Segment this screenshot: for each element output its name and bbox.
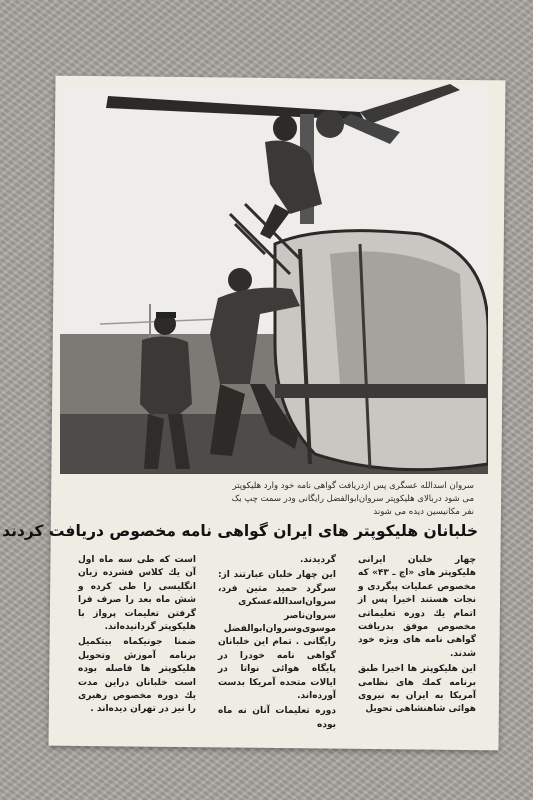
helicopter-photo bbox=[60, 84, 488, 474]
column-right bbox=[358, 554, 476, 719]
column-left bbox=[78, 554, 196, 719]
article-headline: خلبانان هلیکوپتر های ایران گواهی نامه مخصوص دریافت کردند bbox=[2, 522, 478, 540]
helicopter-illustration bbox=[60, 84, 488, 474]
photo-caption bbox=[72, 480, 474, 519]
paragraph: چهار خلبان ایرانی هلیکوپتر های «اچ ـ ۴۳» که مخصوص عملیات پیگردی و نجات هستند اخیرا پس از اتمام یك دوره تعلیماتی مخصوص موفق بدریافت گواهی نامه های ویژه خود شدند. bbox=[358, 555, 477, 659]
paragraph: این چهار خلبان عبارتند از: سرگرد حمید متین فرد، سروان‌اسدالله‌عسکری سروان‌ناصر موسوی‌وسروان‌ابوالفضل رایگانی . تمام این خلبانان گواهی نامه خودرا در پایگاه هوائی نواتا در ایالات متحده آمریکا بدست آورده‌اند. bbox=[218, 570, 336, 702]
caption-line: می شود دربالای هلیکوپتر سروان‌ابوالفضل رایگانی ودر سمت چپ یک bbox=[231, 494, 474, 504]
paragraph: دوره تعلیمات آنان نه ماه بوده bbox=[218, 706, 336, 730]
caption-line: سروان اسدالله عسگری پس ازدریافت گواهی نامه خود وارد هلیکوپتر bbox=[232, 481, 474, 491]
column-middle bbox=[218, 554, 336, 734]
paragraph: این هلیکوپتر ها اخیرا طبق برنامه کمك های نظامی آمریکا به ایران به نیروی هوائی شاهنشاهی تحویل bbox=[358, 664, 476, 715]
paragraph: است که طی سه ماه اول آن یك کلاس فشرده زبان انگلیسی را طی کرده و شش ماه بعد را صرف فرا گرفتن تعلیمات پرواز با هلیکوپتر گردانیده‌اند. bbox=[78, 555, 196, 633]
paragraph: گردیدند. bbox=[299, 555, 336, 565]
caption-line: نفر مکانیسین دیده می شوند bbox=[373, 507, 474, 517]
paragraph: ضمنا جونیکماه بیتکمیل برنامه آموزش وتحویل هلیکوپتر ها فاصله بوده است خلبانان دراین مدت یك دوره مخصوص رهبری را نیز در تهران دیده‌اند . bbox=[78, 637, 196, 715]
